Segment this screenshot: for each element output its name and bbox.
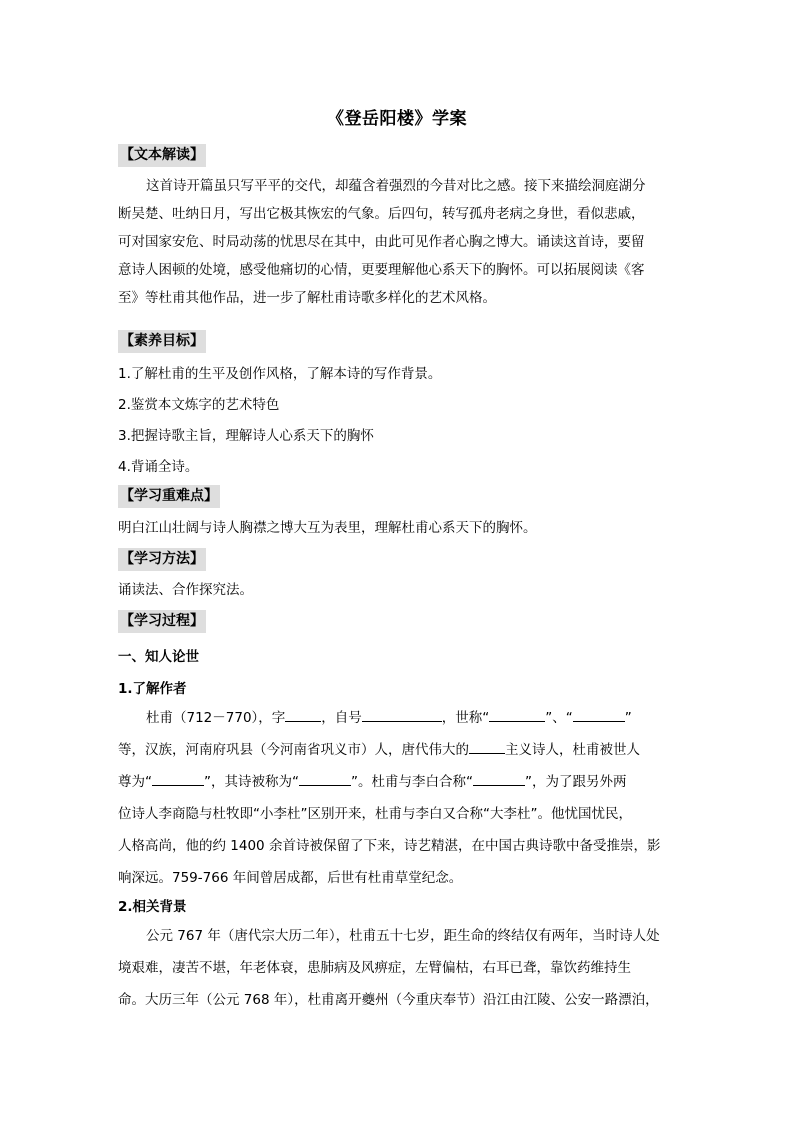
list-item: 2.鉴赏本文炼字的艺术特色 (118, 397, 280, 413)
part-heading: 一、知人论世 (118, 649, 199, 665)
text-segment: ，世称“ (441, 710, 490, 726)
fill-blank (489, 707, 545, 722)
text-segment: 尊为“ (118, 774, 152, 790)
text-line: 意诗人困顿的处境，感受他痛切的心情，更要理解他心系天下的胸怀。可以拓展阅读《客 (118, 262, 645, 278)
text-segment: ”。杜甫与李白合称“ (351, 774, 473, 790)
list-item: 1.了解杜甫的生平及创作风格，了解本诗的写作背景。 (118, 366, 442, 382)
text-segment: ”，为了跟另外两 (525, 774, 627, 790)
text-line: 公元 767 年（唐代宗大历二年），杜甫五十七岁，距生命的终结仅有两年，当时诗人处 (146, 928, 660, 944)
suyang-list (118, 359, 678, 483)
fill-blank (573, 707, 625, 722)
text-line (118, 702, 678, 734)
document-title: 《登岳阳楼》学案 (327, 109, 467, 129)
fill-blank (285, 707, 321, 722)
text-segment: 杜甫（712－770），字 (146, 710, 286, 726)
text-segment: ”，其诗被称为“ (204, 774, 299, 790)
text-line (118, 766, 678, 798)
fill-blank (362, 707, 442, 722)
text-segment: 等，汉族，河南府巩县（今河南省巩义市）人，唐代伟大的 (118, 742, 469, 758)
section-heading-zhongnan: 【学习重难点】 (118, 485, 220, 508)
text-segment: 主义诗人，杜甫被世人 (505, 742, 640, 758)
fill-blank (473, 771, 525, 786)
text-line (118, 734, 678, 766)
text-segment: ”、“ (545, 710, 573, 726)
section-heading-wenben: 【文本解读】 (118, 144, 206, 167)
fangfa-text: 诵读法、合作探究法。 (118, 582, 253, 598)
text-line: 可对国家安危、时局动荡的忧思尽在其中，由此可见作者心胸之博大。诵读这首诗，要留 (118, 234, 645, 250)
section-heading-guocheng: 【学习过程】 (118, 610, 206, 633)
list-item: 3.把握诗歌主旨，理解诗人心系天下的胸怀 (118, 428, 374, 444)
text-line: 命。大历三年（公元 768 年），杜甫离开夔州（今重庆奉节）沿江由江陵、公安一路漂泊， (118, 992, 659, 1008)
list-item: 4.背诵全诗。 (118, 459, 199, 475)
text-line: 位诗人李商隐与杜牧即“小李杜”区别开来，杜甫与李白又合称“大李杜”。他忧国忧民， (118, 806, 632, 822)
fill-blank (152, 771, 204, 786)
text-segment: ，自号 (321, 710, 362, 726)
background-paragraph (118, 920, 678, 1016)
subsection-heading: 1.了解作者 (118, 681, 187, 697)
section-heading-fangfa: 【学习方法】 (118, 548, 206, 571)
zhongnan-text: 明白江山壮阔与诗人胸襟之博大互为表里，理解杜甫心系天下的胸怀。 (118, 520, 537, 536)
author-paragraph (118, 702, 678, 894)
wenben-paragraph (118, 172, 678, 312)
text-line: 断吴楚、吐纳日月，写出它极其恢宏的气象。后四句，转写孤舟老病之身世，看似悲戚， (118, 206, 645, 222)
fill-blank (299, 771, 351, 786)
fill-blank (469, 739, 505, 754)
subsection-heading: 2.相关背景 (118, 899, 187, 915)
text-line: 境艰难，凄苦不堪，年老体衰，患肺病及风痹症，左臂偏枯，右耳已聋，靠饮药维持生 (118, 960, 631, 976)
text-line: 人格高尚，他的约 1400 余首诗被保留了下来，诗艺精湛，在中国古典诗歌中备受推崇，影 (118, 838, 661, 854)
text-line: 这首诗开篇虽只写平平的交代，却蕴含着强烈的今昔对比之感。接下来描绘洞庭湖分 (146, 178, 646, 194)
text-segment: ” (624, 710, 632, 726)
text-line: 至》等杜甫其他作品，进一步了解杜甫诗歌多样化的艺术风格。 (118, 290, 496, 306)
section-heading-suyang: 【素养目标】 (118, 330, 206, 353)
text-line: 响深远。759-766 年间曾居成都，后世有杜甫草堂纪念。 (118, 870, 463, 886)
